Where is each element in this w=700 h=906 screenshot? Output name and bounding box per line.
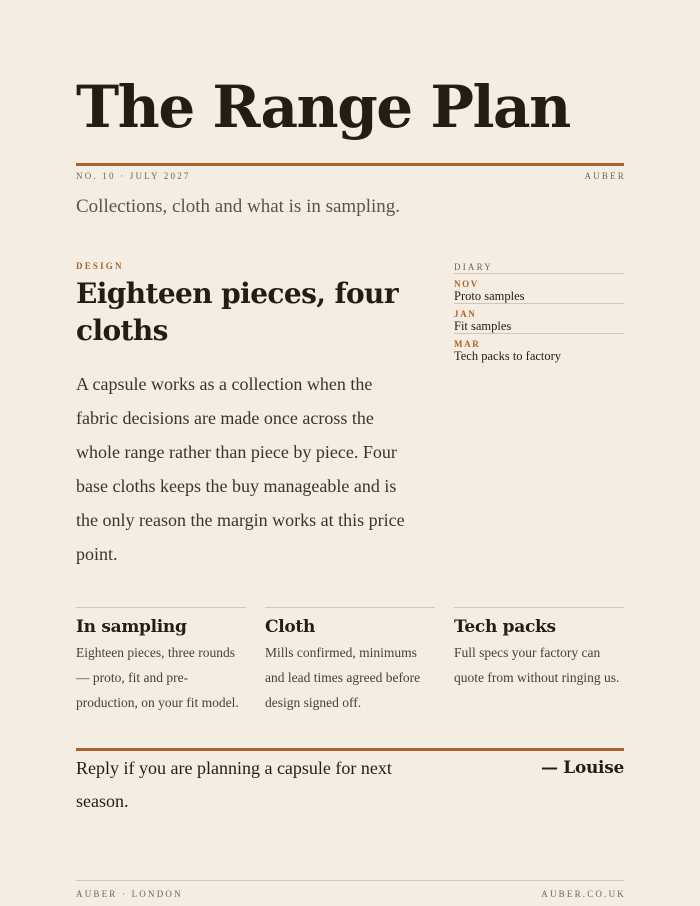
diary-item [454, 273, 624, 303]
section-kicker: DESIGN [76, 261, 124, 271]
diary-item [454, 303, 624, 333]
diary-text: Proto samples [454, 289, 525, 303]
diary-month: JAN [454, 309, 477, 319]
column-title: Cloth [265, 617, 316, 637]
tagline: Collections, cloth and what is in sampling. [76, 196, 401, 217]
footer-location: AUBER · LONDON [76, 889, 183, 899]
column-body: Full specs your factory can quote from without ringing us. [454, 645, 620, 685]
issue-info: NO. 10 · JULY 2027 [76, 171, 191, 181]
diary-text: Fit samples [454, 319, 512, 333]
brand-name: AUBER [584, 171, 626, 181]
column-body: Eighteen pieces, three rounds — proto, fit and pre-production, on your fit model. [76, 645, 239, 710]
feature-body: A capsule works as a collection when the fabric decisions are made once across the whole range rather than piece by piece. Four base cloths keeps the buy manageable and is the only reason the margin works at this price point. [76, 374, 405, 564]
masthead-rule [76, 163, 624, 166]
feature-headline: Eighteen pieces, four cloths [76, 277, 398, 347]
newsletter-page [76, 0, 624, 906]
column-title: Tech packs [454, 617, 556, 637]
diary-text: Tech packs to factory [454, 349, 562, 363]
footer-rule [76, 880, 624, 881]
column-tech-packs [454, 607, 624, 690]
column-in-sampling [76, 607, 246, 715]
signoff-text: Reply if you are planning a capsule for next season. [76, 758, 392, 811]
footer-website: AUBER.CO.UK [541, 889, 626, 899]
signoff-rule [76, 748, 624, 751]
diary-title: DIARY [454, 262, 494, 272]
signature: — Louise [540, 758, 624, 778]
column-cloth [265, 607, 435, 715]
diary-month: MAR [454, 339, 481, 349]
diary-month: NOV [454, 279, 479, 289]
column-body: Mills confirmed, minimums and lead times agreed before design signed off. [265, 645, 421, 710]
column-title: In sampling [76, 617, 187, 637]
diary-sidebar [454, 261, 624, 363]
diary-item [454, 333, 624, 363]
masthead-title: The Range Plan [76, 73, 570, 141]
